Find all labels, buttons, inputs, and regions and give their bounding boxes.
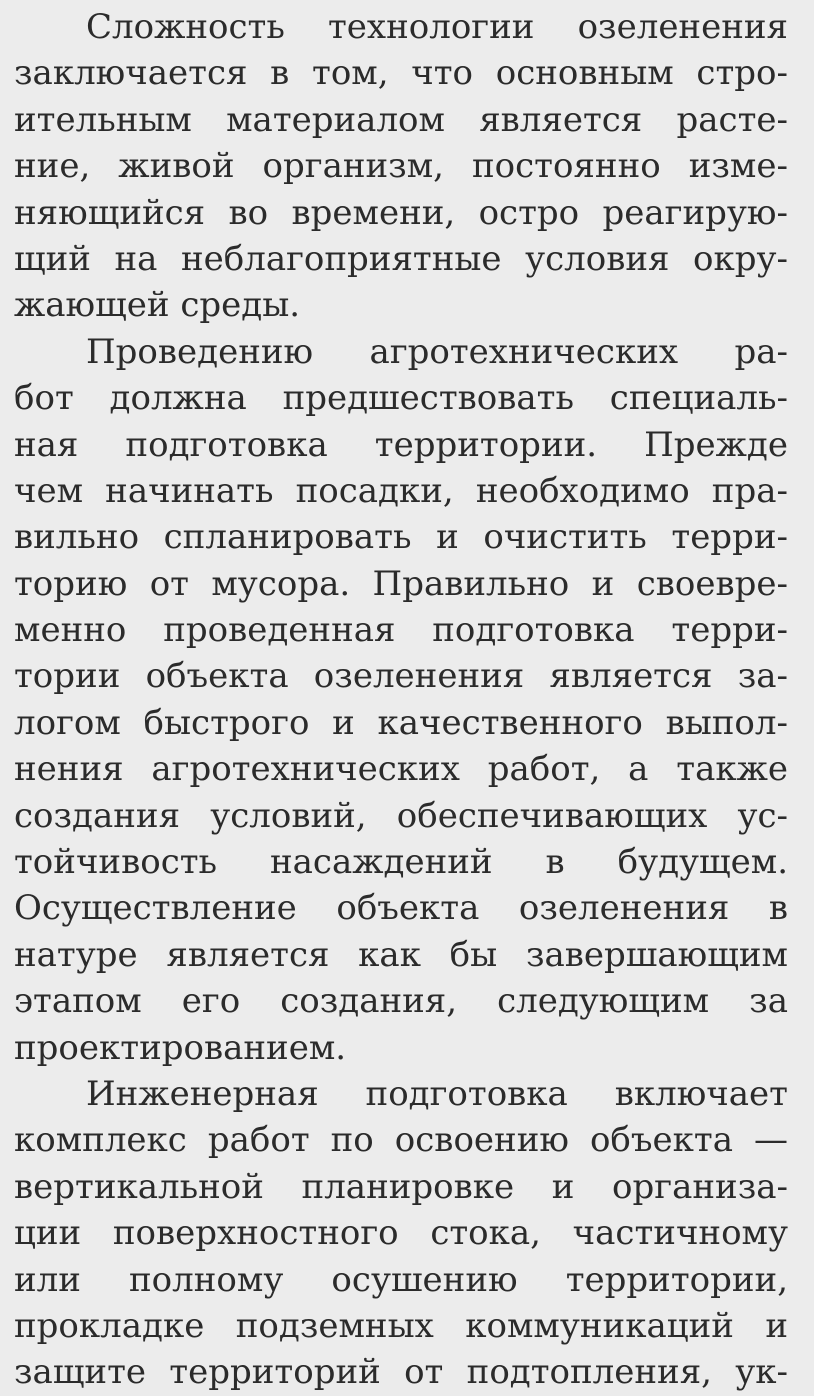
text-line: Сложность технологии озеленения <box>86 7 788 47</box>
text-line: комплекс работ по освоению объекта — <box>14 1120 788 1161</box>
text-line: торию от мусора. Правильно и своевре- <box>14 563 788 604</box>
text-line: заключается в том, что основным стро- <box>14 53 788 94</box>
text-line: защите территорий от подтопления, ук- <box>14 1352 788 1393</box>
text-line: чем начинать посадки, необходимо пра- <box>14 470 788 511</box>
text-line: Инженерная подготовка включает <box>86 1073 788 1114</box>
text-line: этапом его создания, следующим за <box>14 981 788 1022</box>
text-line: проектированием. <box>14 1027 347 1068</box>
text-line: прокладке подземных коммуникаций и <box>14 1305 788 1346</box>
text-line: ции поверхностного стока, частичному <box>14 1213 788 1254</box>
text-line: логом быстрого и качественного выпол- <box>14 702 788 743</box>
text-line: Проведению агротехнических ра- <box>86 331 788 372</box>
text-line: вильно спланировать и очистить терри- <box>14 517 788 558</box>
text-line: тойчивость насаждений в будущем. <box>14 842 788 883</box>
text-line: няющийся во времени, остро реагирую- <box>14 192 788 233</box>
text-line: щий на неблагоприятные условия окру- <box>14 238 788 279</box>
text-line: натуре является как бы завершающим <box>14 934 788 975</box>
text-line: вертикальной планировке и организа- <box>14 1166 788 1207</box>
text-line: жающей среды. <box>14 285 301 326</box>
text-line: Осуществление объекта озеленения в <box>14 888 788 929</box>
text-line: тории объекта озеленения является за- <box>14 656 788 697</box>
text-line: ние, живой организм, постоянно изме- <box>14 146 788 187</box>
text-line: ная подготовка территории. Прежде <box>14 424 788 465</box>
text-line: бот должна предшествовать специаль- <box>14 378 788 419</box>
text-line: нения агротехнических работ, а также <box>14 749 788 790</box>
text-line: менно проведенная подготовка терри- <box>14 610 788 651</box>
text-line: создания условий, обеспечивающих ус- <box>14 795 788 836</box>
text-line: или полному осушению территории, <box>14 1259 788 1300</box>
body-text <box>14 4 788 1396</box>
text-line: ительным материалом является расте- <box>14 99 788 140</box>
